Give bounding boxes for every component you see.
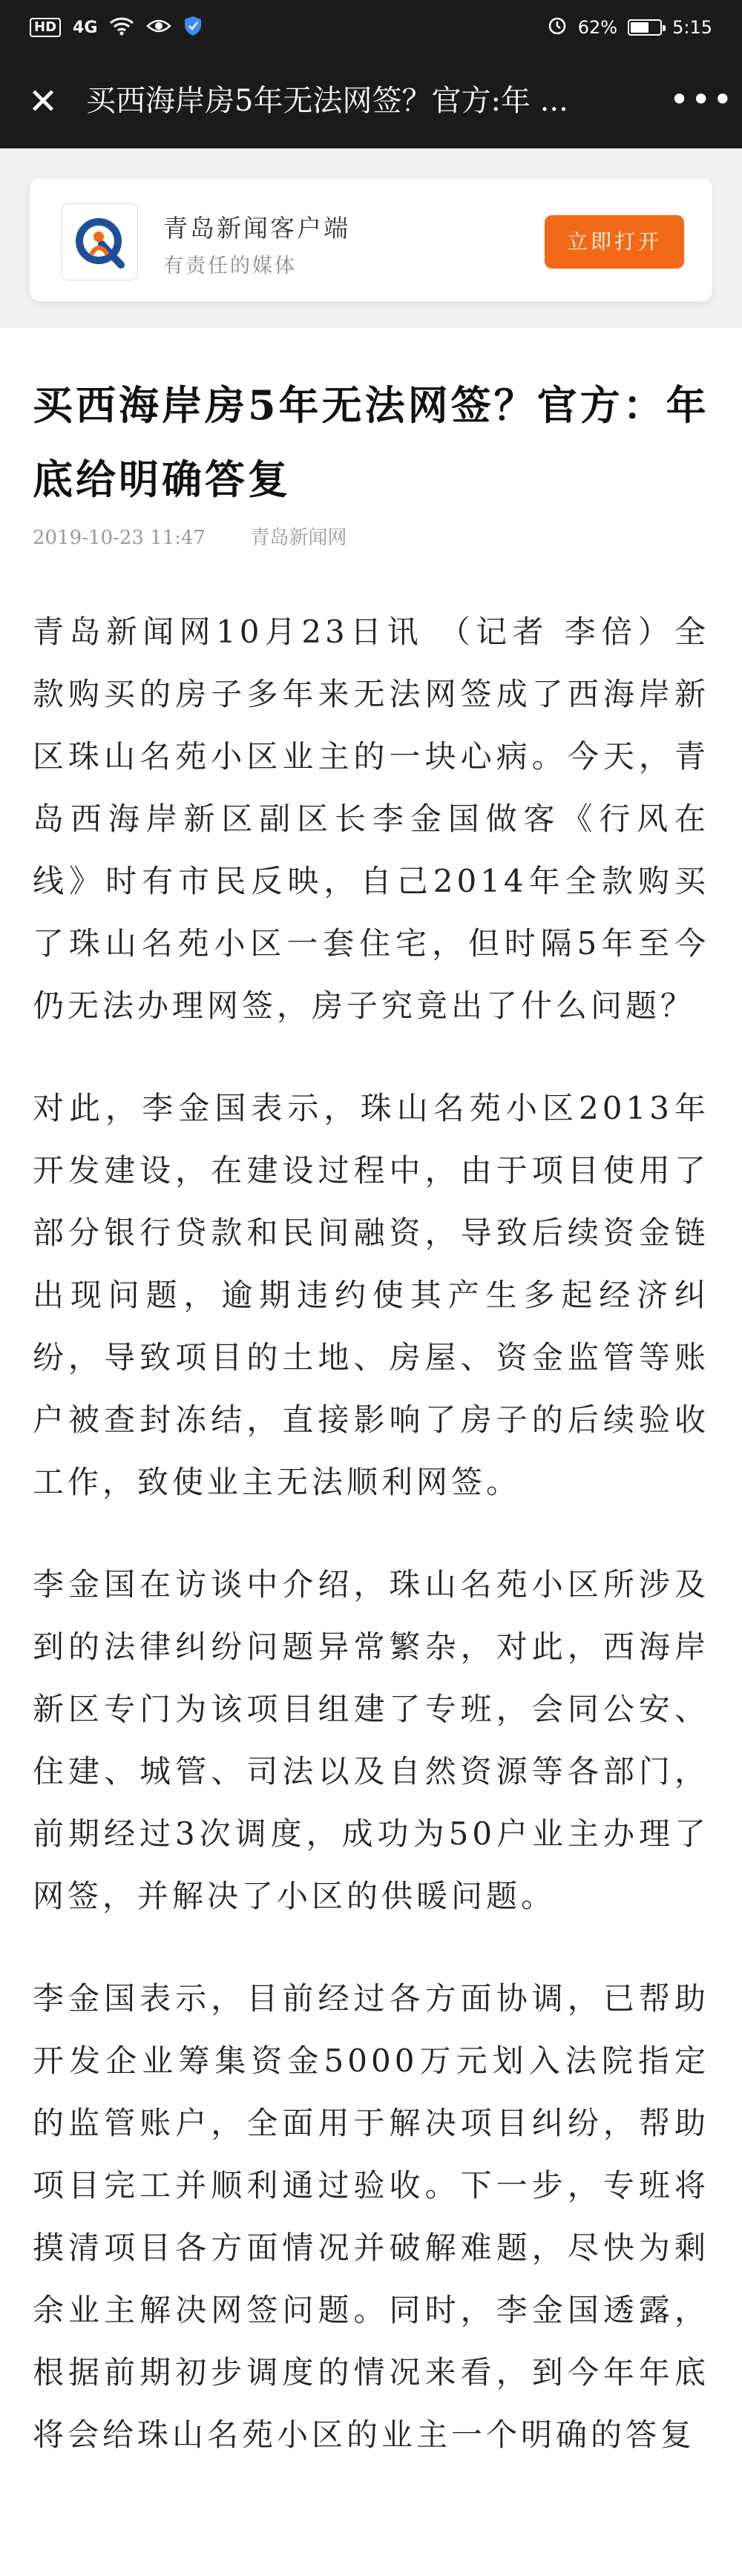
nav-title: 买西海岸房5年无法网签？官方:年 ... — [86, 84, 568, 118]
paragraph: 对此，李金国表示，珠山名苑小区2013年开发建设，在建设过程中，由于项目使用了部分银行贷款和民间融资，导致后续资金链出现问题，逾期违约使其产生多起经济纠纷，导致项目的土地、房屋、资金监管等账户被查封冻结，直接影响了房子的后续验收工作，致使业主无法顺利网签。 — [33, 1090, 709, 1500]
clock: 5:15 — [672, 17, 712, 38]
close-icon[interactable]: ✕ — [27, 81, 59, 122]
more-icon[interactable]: ••• — [669, 79, 735, 119]
publish-date: 2019-10-23 11:47 — [33, 527, 206, 549]
status-bar — [0, 0, 742, 55]
app-download-bar — [0, 148, 742, 328]
signal-icon: 4G — [73, 18, 98, 37]
article-title: 买西海岸房5年无法网签？官方：年底给明确答复 — [33, 381, 709, 503]
battery-percent: 62% — [577, 17, 618, 38]
article — [0, 328, 742, 2576]
alarm-icon — [547, 15, 568, 40]
app-name: 青岛新闻客户端 — [163, 214, 350, 243]
eye-icon — [146, 17, 171, 38]
article-meta — [33, 522, 347, 550]
app-logo — [61, 203, 138, 280]
paragraph: 李金国表示，目前经过各方面协调，已帮助开发企业筹集资金5000万元划入法院指定的监管账户，全面用于解决项目纠纷，帮助项目完工并顺利通过验收。下一步，专班将摸清项目各方面情况并破解难题，尽快为剩余业主解决网签问题。同时，李金国透露，根据前期初步调度的情况来看，到今年年底将会给珠山名苑小区的业主一个明确的答复 — [33, 1980, 709, 2453]
battery-fill — [631, 22, 649, 33]
open-app-button[interactable]: 立即打开 — [545, 215, 684, 269]
paragraph: 李金国在访谈中介绍，珠山名苑小区所涉及到的法律纠纷问题异常繁杂，对此，西海岸新区专门为该项目组建了专班，会同公安、住建、城管、司法以及自然资源等各部门，前期经过3次调度，成功为50户业主办理了网签，并解决了小区的供暖问题。 — [33, 1566, 709, 1914]
paragraph: 青岛新闻网10月23日讯 （记者 李倍）全款购买的房子多年来无法网签成了西海岸新区珠山名苑小区业主的一块心病。今天，青岛西海岸新区副区长李金国做客《行风在线》时有市民反映，自己2014年全款购买了珠山名苑小区一套住宅，但时隔5年至今仍无法办理网签，房子究竟出了什么问题？ — [33, 614, 709, 1024]
app-slogan: 有责任的媒体 — [163, 254, 297, 277]
nav-bar — [0, 55, 742, 148]
shield-icon — [183, 16, 203, 39]
battery-icon — [628, 19, 662, 36]
wifi-icon — [109, 16, 134, 39]
app-card — [30, 178, 712, 301]
hd-icon: HD — [30, 18, 61, 37]
article-source[interactable]: 青岛新闻网 — [250, 527, 347, 549]
